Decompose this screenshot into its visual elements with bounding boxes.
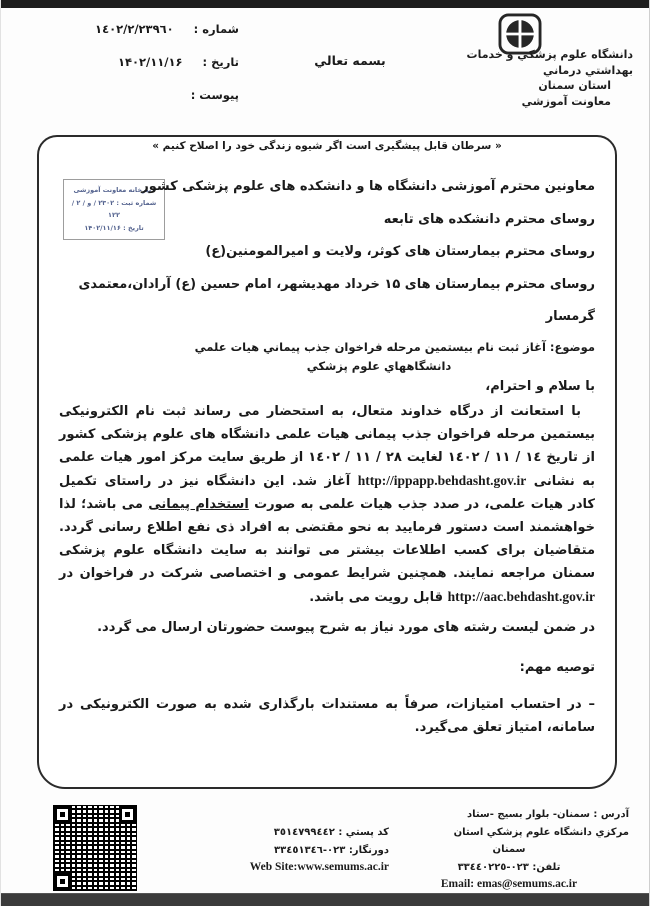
letter-content: [59, 171, 595, 739]
stamp-office: دبیرخانه معاونت آموزشی: [73, 186, 155, 194]
qr-finder-icon: [54, 873, 71, 890]
subject-line-2: دانشگاههاي علوم پزشكي: [306, 358, 452, 373]
org-line: بهداشتي درماني: [543, 63, 633, 77]
important-note-heading: توصیه مهم:: [519, 659, 595, 675]
fax-line: [147, 842, 389, 860]
slogan-banner: « سرطان قابل پیشگیری است اگر شیوه زندگی خود را اصلاح کنیم »: [152, 140, 502, 152]
postal-value: ٣٥١٤٧٩٩٤٤٢: [273, 827, 335, 838]
important-note-text: – در احتساب امتیازات، صرفاً به مستندات بارگذاری شده به صورت الکترونیکی در سامانه، امتیاز تعلق می‌گیرد.: [59, 696, 595, 735]
phone-value: ٠٢٣-٣٣٤٤٠٢٢٥: [457, 861, 529, 873]
stamp-number: شماره ثبت : ۲۳۰۲ / و / ۲ / ۱۲۲: [71, 198, 157, 220]
postal-label: كد پستي :: [338, 827, 389, 838]
address-line: مركزي دانشگاه علوم پزشكي استان: [453, 826, 629, 838]
address-line: سمنان: [492, 844, 526, 855]
org-line: دانشگاه علوم پزشكي و خدمات: [466, 48, 633, 61]
phone-line: [389, 859, 629, 877]
recipient-line: روسای محترم بیمارستان های ۱۵ خرداد مهدیشهر، امام حسین (ع) آرادان،معتمدی گرمسار: [78, 276, 595, 324]
qr-code: [53, 805, 137, 891]
body-text: آغاز شد. این دانشگاه نیز در راستای تکمیل کادر هیات علمی، در صدد جذب هیات علمی به صورت: [59, 473, 595, 512]
viewer-bottom-bar: [1, 893, 650, 906]
underlined-phrase: استخدام پیمانی: [148, 496, 249, 512]
body-paragraph-2: در ضمن لیست رشته های مورد نیاز به شرح پیوست حضورتان ارسال می گردد.: [97, 619, 595, 635]
fax-label: دورنگار:: [348, 844, 389, 856]
email-line: Email: emas@semums.ac.ir: [440, 878, 578, 890]
address-line: آدرس : سمنان- بلوار بسیج -ستاد: [466, 809, 629, 820]
letter-body-frame: [37, 135, 617, 789]
attachment-label: پيوست :: [190, 88, 239, 102]
qr-finder-icon: [54, 806, 71, 823]
ippapp-url[interactable]: http://ippapp.behdasht.gov.ir: [357, 472, 527, 488]
viewer-top-bar: [1, 0, 650, 8]
qr-finder-icon: [119, 806, 136, 823]
subject-block: [163, 338, 595, 376]
phone-label: تلفن:: [532, 861, 561, 873]
org-line: معاونت آموزشي: [521, 94, 611, 108]
recipient-line: روسای محترم بیمارستان های کوثر، ولایت و امیرالمومنین(ع): [205, 244, 595, 259]
letter-meta-block: [9, 22, 239, 121]
recipient-line: معاونین محترم آموزشی دانشگاه ها و دانشکده های علوم پزشکی کشور: [141, 179, 595, 194]
besmele-text: بسمه تعالي: [314, 53, 386, 68]
body-text: قابل رویت می باشد.: [309, 589, 448, 605]
letter-attachment-row: [9, 88, 239, 102]
letter-number-row: [9, 22, 239, 36]
letter-date-row: [9, 55, 239, 69]
date-label: تاريخ :: [202, 55, 239, 69]
website-line: Web Site:www.semums.ac.ir: [249, 861, 389, 873]
postal-code-line: [147, 824, 389, 842]
number-label: شماره :: [193, 22, 239, 36]
date-value: ۱۴۰۲/۱۱/۱۶: [117, 55, 183, 69]
body-text: می باشد؛ لذا خواهشمند است دستور فرمایید به نحو مقتضی به افراد ذی نفع اطلاع رسانی گردد. متقاضیان برای کسب اطلاعات بیشتر می توانند به سایت دانشگاه علوم پزشکی سمنان مراجعه نمایند. همچنین شرایط عمومی و اختصاصی شرکت در فراخوان در: [59, 496, 595, 581]
salutation-text: با سلام و احترام،: [485, 378, 595, 394]
subject-line-1: موضوع: آغاز ثبت نام بيستمين مرحله فراخوان جذب پيماني هيات علمي: [194, 339, 595, 354]
stamp-date: تاریخ : ۱۴۰۲/۱۱/۱۶: [84, 224, 144, 233]
fax-value: ٠٢٣-٣٣٤٥١٣٤٦: [274, 844, 346, 856]
number-value: ١٤٠٢/٢/٢٣٩٦٠: [95, 22, 174, 36]
footer-contact-column: [147, 824, 389, 877]
recipient-line: روسای محترم دانشکده های تابعه: [383, 211, 595, 227]
body-paragraph-1: [59, 400, 595, 609]
aac-url[interactable]: http://aac.behdasht.gov.ir: [447, 588, 595, 604]
body-text: با استعانت از درگاه خداوند متعال، به استحضار می رساند ثبت نام الکترونیکی بیستمین مرحله فراخوان جذب پیمانی هیات علمی دانشگاه های علوم پزشکی کشور از تاریخ ١٤ / ١١ / ١٤٠٢ لغایت ٢٨ / ١١ / ١٤٠٢ از طریق سایت مرکز امور هیات علمی به نشانی: [59, 403, 596, 489]
org-line: استان سمنان: [538, 79, 611, 92]
footer-address-column: [389, 806, 629, 894]
organization-name-block: [409, 47, 633, 109]
